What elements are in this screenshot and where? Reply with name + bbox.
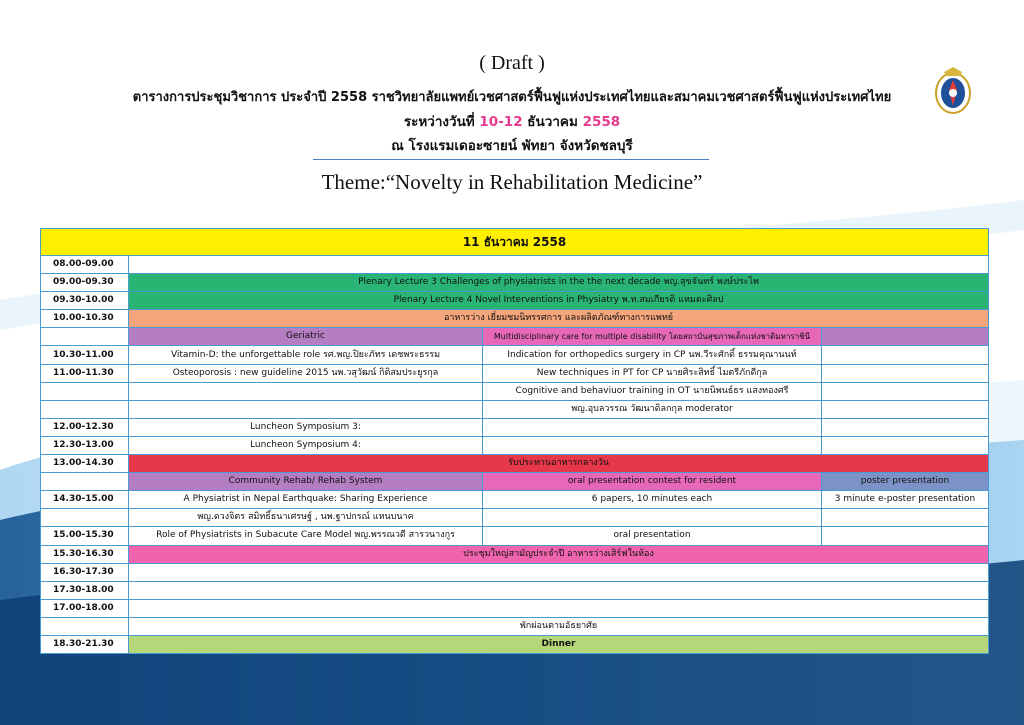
session-cell: A Physiatrist in Nepal Earthquake: Sharing Experience — [129, 491, 483, 509]
session-cell — [822, 527, 989, 545]
session-cell — [129, 581, 989, 599]
table-row — [41, 418, 989, 436]
time-cell: 17.30-18.00 — [41, 581, 129, 599]
schedule-table — [40, 228, 989, 654]
session-cell: Indication for orthopedics surgery in CP นพ.วีระศักดิ์ ธรรมคุณานนท์ — [483, 346, 822, 364]
session-cell: New techniques in PT for CP นายศิระสิทธิ์ ไมตรีภักดีกุล — [483, 364, 822, 382]
dates-year: 2558 — [582, 114, 621, 130]
lunch-session: รับประทานอาหารกลางวัน — [129, 455, 989, 473]
time-cell: 12.00-12.30 — [41, 418, 129, 436]
table-row — [41, 527, 989, 545]
conference-venue: ณ โรงแรมเดอะซายน์ พัทยา จังหวัดชลบุรี — [391, 138, 633, 154]
table-row — [41, 509, 989, 527]
time-cell: 08.00-09.00 — [41, 256, 129, 274]
track-oral-presentation: oral presentation contest for resident — [483, 473, 822, 491]
time-cell — [41, 473, 129, 491]
conference-dates — [0, 110, 1024, 132]
session-cell: Luncheon Symposium 4: — [129, 436, 483, 454]
session-cell — [822, 436, 989, 454]
table-row — [41, 599, 989, 617]
table-row — [41, 346, 989, 364]
dates-prefix: ระหว่างวันที่ — [403, 114, 480, 130]
track-poster-presentation: poster presentation — [822, 473, 989, 491]
time-cell — [41, 382, 129, 400]
table-row — [41, 635, 989, 653]
track-multidisciplinary: Multidisciplinary care for multiple disability โดยสถาบันสุขภาพเด็กแห่งชาติมหาราชินี — [483, 328, 822, 346]
title-divider — [313, 159, 709, 160]
free-time: พักผ่อนตามอัธยาศัย — [129, 617, 989, 635]
dinner-session: Dinner — [129, 635, 989, 653]
time-cell — [41, 400, 129, 418]
session-cell: Osteoporosis : new guideline 2015 นพ.วสุวัฒน์ กิติสมประยูรกุล — [129, 364, 483, 382]
college-seal-icon — [932, 66, 974, 116]
table-row — [41, 328, 989, 346]
table-row — [41, 545, 989, 563]
time-cell: 13.00-14.30 — [41, 455, 129, 473]
session-cell — [822, 382, 989, 400]
table-row — [41, 617, 989, 635]
break-session: อาหารว่าง เยี่ยมชมนิทรรศการ และผลิตภัณฑ์ทางการแพทย์ — [129, 310, 989, 328]
session-cell — [129, 400, 483, 418]
session-cell — [822, 346, 989, 364]
session-cell: พญ.อุบลวรรณ วัฒนาดิลกกุล moderator — [483, 400, 822, 418]
time-cell: 17.00-18.00 — [41, 599, 129, 617]
table-row — [41, 563, 989, 581]
time-cell: 09.00-09.30 — [41, 274, 129, 292]
time-cell — [41, 617, 129, 635]
dates-days: 10-12 — [479, 114, 523, 130]
schedule-date: 11 ธันวาคม 2558 — [41, 229, 989, 256]
session-cell — [822, 400, 989, 418]
time-cell: 15.30-16.30 — [41, 545, 129, 563]
session-cell: 3 minute e-poster presentation — [822, 491, 989, 509]
session-cell: 6 papers, 10 minutes each — [483, 491, 822, 509]
session-cell: Role of Physiatrists in Subacute Care Model พญ.พรรณวดี สารวนางกูร — [129, 527, 483, 545]
table-row — [41, 364, 989, 382]
session-cell — [822, 418, 989, 436]
table-row — [41, 581, 989, 599]
session-cell: oral presentation — [483, 527, 822, 545]
track-community-rehab: Community Rehab/ Rehab System — [129, 473, 483, 491]
time-cell: 12.30-13.00 — [41, 436, 129, 454]
session-cell — [483, 418, 822, 436]
plenary-lecture-4: Plenary Lecture 4 Novel Interventions in Physiatry พ.ท.สมเกียรติ แหมตะศิลป — [129, 292, 989, 310]
table-row — [41, 382, 989, 400]
time-cell — [41, 509, 129, 527]
table-row — [41, 292, 989, 310]
time-cell: 18.30-21.30 — [41, 635, 129, 653]
session-cell — [483, 436, 822, 454]
session-cell: พญ.ดวงจิตร สมิทธิ์ธนาเศรษฐ์ , นพ.ฐาปกรณ์ แหนบนาค — [129, 509, 483, 527]
session-cell: Cognitive and behaviuor training in OT นายนิพนธ์ธร แสงทองศรี — [483, 382, 822, 400]
dates-month: ธันวาคม — [522, 114, 583, 130]
time-cell: 16.30-17.30 — [41, 563, 129, 581]
time-cell: 09.30-10.00 — [41, 292, 129, 310]
time-cell: 14.30-15.00 — [41, 491, 129, 509]
session-cell — [483, 509, 822, 527]
session-cell — [129, 256, 989, 274]
track-geriatric: Geriatric — [129, 328, 483, 346]
time-cell: 10.00-10.30 — [41, 310, 129, 328]
time-cell: 11.00-11.30 — [41, 364, 129, 382]
time-cell: 15.00-15.30 — [41, 527, 129, 545]
table-row — [41, 274, 989, 292]
session-cell — [129, 382, 483, 400]
session-cell: Vitamin-D: the unforgettable role รศ.พญ.ปิยะภัทร เดชพระธรรม — [129, 346, 483, 364]
table-row — [41, 436, 989, 454]
table-row — [41, 473, 989, 491]
draft-label: ( Draft ) — [479, 52, 545, 74]
table-row — [41, 455, 989, 473]
plenary-lecture-3: Plenary Lecture 3 Challenges of physiatrists in the the next decade พญ.สุขจันทร์ พงษ์ประไพ — [129, 274, 989, 292]
table-row — [41, 256, 989, 274]
session-cell — [822, 364, 989, 382]
annual-assembly: ประชุมใหญ่สามัญประจำปี อาหารว่างเสิร์ฟในห้อง — [129, 545, 989, 563]
conference-title: ตารางการประชุมวิชาการ ประจำปี 2558 ราชวิทยาลัยแพทย์เวชศาสตร์ฟื้นฟูแห่งประเทศไทยและสมาคมเวชศาสตร์ฟื้นฟูแห่งประเทศไทย — [132, 90, 892, 105]
track-empty — [822, 328, 989, 346]
session-cell — [822, 509, 989, 527]
table-row — [41, 310, 989, 328]
session-cell — [129, 599, 989, 617]
theme-title: Theme:“Novelty in Rehabilitation Medicine” — [321, 170, 703, 194]
date-header-row — [41, 229, 989, 256]
time-cell — [41, 328, 129, 346]
table-row — [41, 491, 989, 509]
session-cell — [129, 563, 989, 581]
table-row — [41, 400, 989, 418]
session-cell: Luncheon Symposium 3: — [129, 418, 483, 436]
time-cell: 10.30-11.00 — [41, 346, 129, 364]
